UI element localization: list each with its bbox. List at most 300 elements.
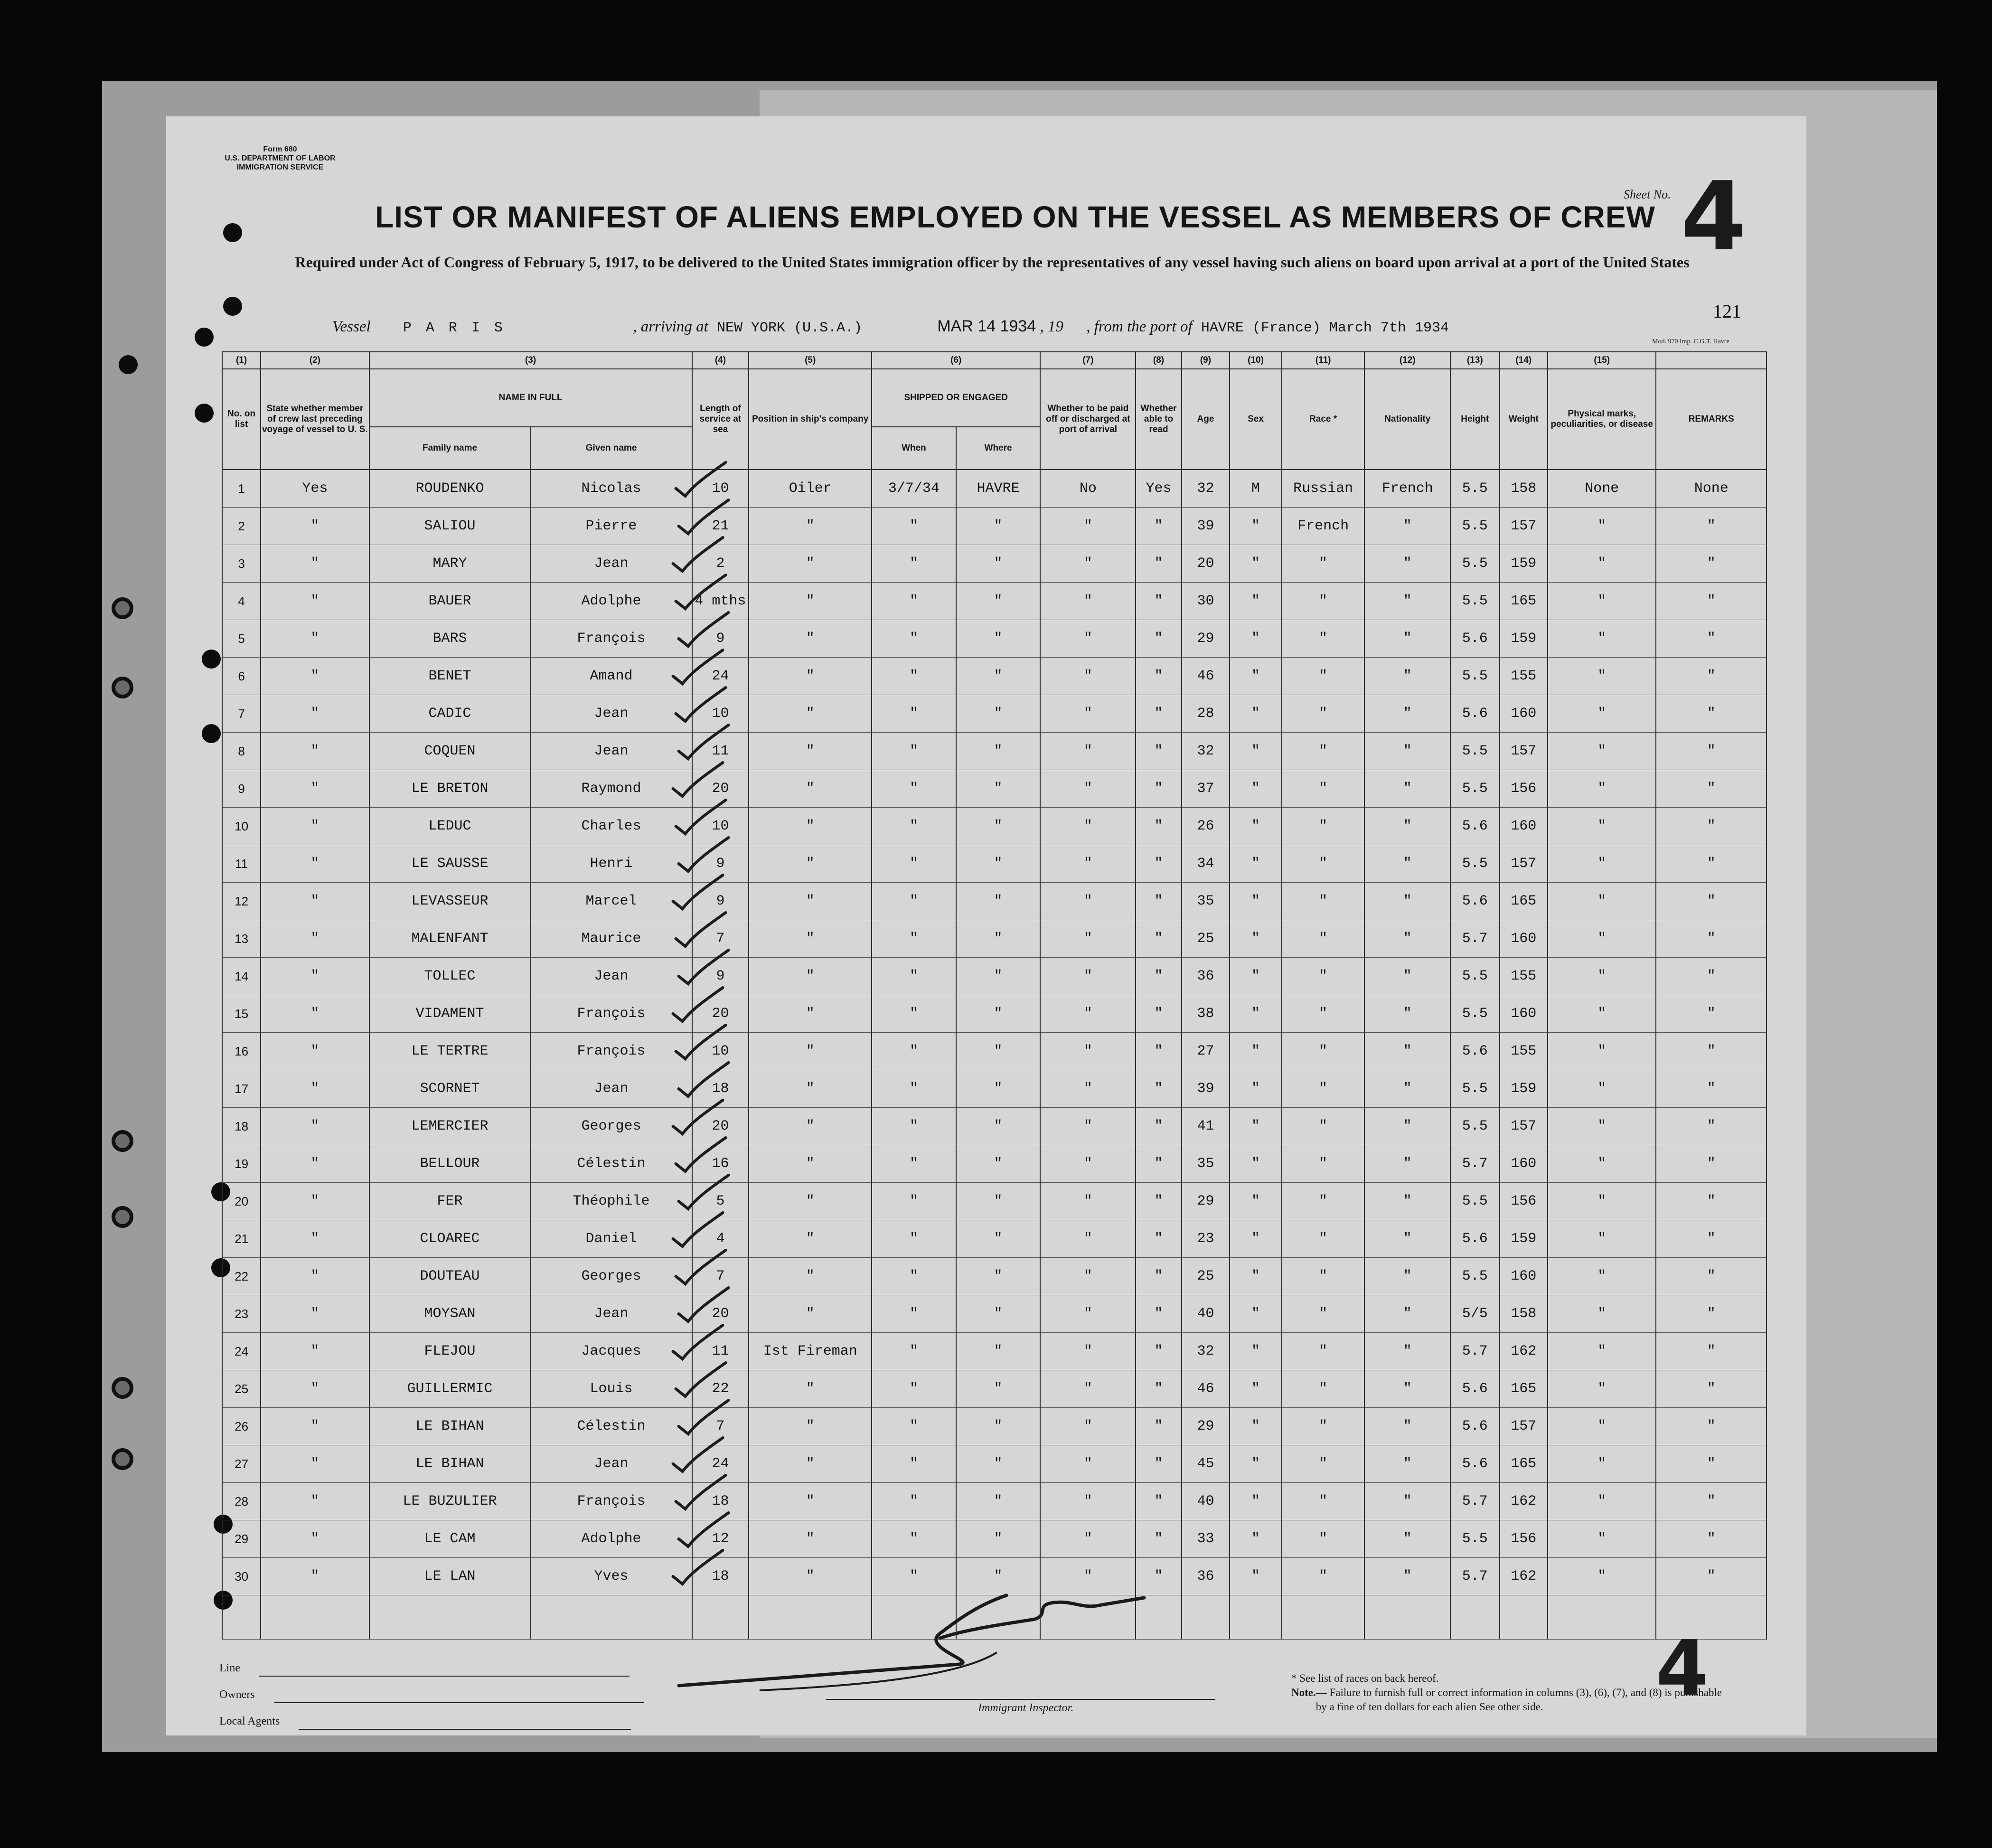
cell-remarks: " (1656, 808, 1766, 845)
cell-age: 40 (1182, 1295, 1230, 1333)
cell-paid-off: " (1040, 1070, 1136, 1108)
cell-paid-off: " (1040, 1483, 1136, 1520)
cell-weight: 155 (1500, 658, 1548, 695)
cell-marks: " (1548, 1033, 1656, 1070)
page-subtitle: Required under Act of Congress of February 5, 1917, to be delivered to the United States immigration officer by the representatives of any vessel having such aliens on board upon arrival at a port of the United States (295, 254, 1690, 271)
cell-race: " (1282, 733, 1365, 770)
check-mark (673, 875, 723, 909)
cell-prev-voyage: " (261, 958, 369, 995)
cell-prev-voyage: " (261, 770, 369, 808)
cell-given-name: Georges (531, 1108, 692, 1145)
cell-read: " (1136, 1408, 1181, 1445)
cell-given-name: Jean (531, 1295, 692, 1333)
cell-nationality: " (1364, 808, 1450, 845)
cell-nationality: " (1364, 1445, 1450, 1483)
col-num: (11) (1282, 352, 1365, 369)
cell-marks: " (1548, 1370, 1656, 1408)
cell-sex: " (1230, 545, 1282, 583)
cell-family-name: LE BIHAN (369, 1408, 531, 1445)
cell-family-name: SALIOU (369, 508, 531, 545)
col-num: (3) (369, 352, 692, 369)
cell-sex: " (1230, 583, 1282, 620)
cell-service: 9 (692, 883, 749, 920)
cell-no: 14 (222, 958, 261, 995)
cell-no: 5 (222, 620, 261, 658)
printer-note: Mod. 970 Imp. C.G.T. Havre (1652, 338, 1729, 345)
cell-nationality: " (1364, 770, 1450, 808)
cell-marks: " (1548, 995, 1656, 1033)
cell-position: " (749, 1445, 872, 1483)
cell-where: " (956, 658, 1041, 695)
cell-race: " (1282, 620, 1365, 658)
cell-prev-voyage: " (261, 733, 369, 770)
sheet-number: 4 (1681, 161, 1747, 272)
cell-when: " (872, 508, 956, 545)
cell-no: 2 (222, 508, 261, 545)
cell-given-name: Marcel (531, 883, 692, 920)
cell-age: 23 (1182, 1220, 1230, 1258)
cell-when: " (872, 995, 956, 1033)
page-title: LIST OR MANIFEST OF ALIENS EMPLOYED ON THE VESSEL AS MEMBERS OF CREW (375, 200, 1655, 234)
cell-given-name: Célestin (531, 1408, 692, 1445)
cell-read: Yes (1136, 470, 1181, 508)
cell-service: 10 (692, 808, 749, 845)
cell-where: " (956, 845, 1041, 883)
cell-nationality: " (1364, 733, 1450, 770)
cell-service: 11 (692, 1333, 749, 1370)
cell-read: " (1136, 1445, 1181, 1483)
cell-height: 5.5 (1450, 1070, 1500, 1108)
cell-age: 35 (1182, 1145, 1230, 1183)
cell-no: 6 (222, 658, 261, 695)
cell-paid-off: " (1040, 808, 1136, 845)
check-mark (679, 613, 729, 646)
cell-remarks: " (1656, 1558, 1766, 1595)
cell-paid-off: " (1040, 958, 1136, 995)
cell-sex: " (1230, 1183, 1282, 1220)
cell-position: " (749, 1408, 872, 1445)
cell-nationality: French (1364, 470, 1450, 508)
cell-where: " (956, 995, 1041, 1033)
cell-given-name: Georges (531, 1258, 692, 1295)
cell-paid-off: " (1040, 545, 1136, 583)
cell-when: " (872, 845, 956, 883)
cell-weight: 165 (1500, 1370, 1548, 1408)
cell-where: " (956, 1258, 1041, 1295)
line-field (259, 1675, 630, 1677)
cell-marks: " (1548, 620, 1656, 658)
cell-when: " (872, 1408, 956, 1445)
cell-race: " (1282, 845, 1365, 883)
cell-race: " (1282, 1483, 1365, 1520)
cell-age: 25 (1182, 920, 1230, 958)
cell-family-name: LE TERTRE (369, 1033, 531, 1070)
cell-race: " (1282, 883, 1365, 920)
owners-label: Owners (219, 1688, 255, 1701)
cell-no: 29 (222, 1520, 261, 1558)
cell-sex: " (1230, 508, 1282, 545)
footer-fields (219, 1655, 644, 1735)
cell-no: 30 (222, 1558, 261, 1595)
cell-prev-voyage: " (261, 1370, 369, 1408)
col-header-remarks: REMARKS (1656, 369, 1766, 470)
cell-nationality: " (1364, 1483, 1450, 1520)
cell-where: " (956, 1108, 1041, 1145)
cell-family-name: LE CAM (369, 1520, 531, 1558)
cell-sex: " (1230, 1333, 1282, 1370)
cell-read: " (1136, 1483, 1181, 1520)
cell-race: French (1282, 508, 1365, 545)
cell-sex: " (1230, 1520, 1282, 1558)
cell-remarks: " (1656, 958, 1766, 995)
cell-service: 20 (692, 770, 749, 808)
cell-paid-off: " (1040, 1558, 1136, 1595)
cell-age: 26 (1182, 808, 1230, 845)
from-port: HAVRE (France) March 7th 1934 (1201, 320, 1449, 336)
check-mark (673, 1100, 723, 1134)
cell-remarks: " (1656, 1370, 1766, 1408)
cell-position: " (749, 1070, 872, 1108)
cell-paid-off: " (1040, 508, 1136, 545)
cell-remarks: " (1656, 770, 1766, 808)
cell-sex: " (1230, 845, 1282, 883)
cell-race: " (1282, 995, 1365, 1033)
cell-height: 5.6 (1450, 1033, 1500, 1070)
col-header-where: Where (956, 427, 1041, 470)
cell-age: 41 (1182, 1108, 1230, 1145)
cell-height: 5.5 (1450, 658, 1500, 695)
cell-prev-voyage: Yes (261, 470, 369, 508)
cell-where: " (956, 695, 1041, 733)
cell-no: 1 (222, 470, 261, 508)
cell-weight: 160 (1500, 1145, 1548, 1183)
cell-marks: " (1548, 808, 1656, 845)
cell-family-name: GUILLERMIC (369, 1370, 531, 1408)
cell-weight: 156 (1500, 1183, 1548, 1220)
col-num: (6) (872, 352, 1040, 369)
cell-marks: " (1548, 1070, 1656, 1108)
cell-race: " (1282, 545, 1365, 583)
cell-position: " (749, 695, 872, 733)
cell-where: " (956, 1070, 1041, 1108)
cell-prev-voyage: " (261, 658, 369, 695)
cell-no: 4 (222, 583, 261, 620)
cell-given-name: Amand (531, 658, 692, 695)
cell-family-name: LE SAUSSE (369, 845, 531, 883)
cell-when: " (872, 695, 956, 733)
col-header-marks: Physical marks, peculiarities, or disease (1548, 369, 1656, 470)
cell-remarks: " (1656, 1108, 1766, 1145)
cell-marks: " (1548, 583, 1656, 620)
check-mark (679, 950, 729, 984)
cell-paid-off: " (1040, 845, 1136, 883)
check-mark (676, 575, 726, 609)
cell-when: " (872, 1220, 956, 1258)
col-header-family-name: Family name (369, 427, 531, 470)
cell-when: " (872, 920, 956, 958)
col-header-weight: Weight (1500, 369, 1548, 470)
cell-no: 16 (222, 1033, 261, 1070)
cell-height: 5.5 (1450, 1520, 1500, 1558)
cell-read: " (1136, 620, 1181, 658)
cell-where: " (956, 770, 1041, 808)
cell-remarks: " (1656, 1483, 1766, 1520)
cell-paid-off: " (1040, 1520, 1136, 1558)
cell-when: " (872, 1070, 956, 1108)
cell-where: " (956, 1558, 1041, 1595)
cell-age: 32 (1182, 470, 1230, 508)
col-header-prev-voyage: State whether member of crew last preceding voyage of vessel to U. S. (261, 369, 369, 470)
cell-where: " (956, 1445, 1041, 1483)
cell-age: 36 (1182, 958, 1230, 995)
cell-age: 25 (1182, 1258, 1230, 1295)
cell-sex: " (1230, 1445, 1282, 1483)
cell-age: 20 (1182, 545, 1230, 583)
cell-when: " (872, 1108, 956, 1145)
cell-when: " (872, 958, 956, 995)
cell-read: " (1136, 1295, 1181, 1333)
cell-read: " (1136, 808, 1181, 845)
cell-service: 20 (692, 1295, 749, 1333)
cell-age: 29 (1182, 1183, 1230, 1220)
cell-age: 39 (1182, 508, 1230, 545)
cell-when: " (872, 1520, 956, 1558)
cell-prev-voyage: " (261, 1108, 369, 1145)
cell-marks: " (1548, 1333, 1656, 1370)
col-header-when: When (872, 427, 956, 470)
cell-height: 5.6 (1450, 1220, 1500, 1258)
cell-age: 29 (1182, 1408, 1230, 1445)
cell-where: " (956, 1520, 1041, 1558)
cell-sex: " (1230, 733, 1282, 770)
check-mark (673, 1438, 723, 1471)
cell-remarks: " (1656, 995, 1766, 1033)
cell-when: " (872, 1445, 956, 1483)
cell-height: 5.7 (1450, 1333, 1500, 1370)
cell-remarks: " (1656, 1033, 1766, 1070)
cell-height: 5.6 (1450, 1445, 1500, 1483)
date-stamp: MAR 14 1934 (937, 317, 1036, 335)
bottom-sheet-number: 4 (1656, 1624, 1709, 1713)
cell-paid-off: " (1040, 1145, 1136, 1183)
cell-read: " (1136, 1145, 1181, 1183)
cell-no: 23 (222, 1295, 261, 1333)
cell-marks: " (1548, 508, 1656, 545)
cell-race: " (1282, 770, 1365, 808)
cell-service: 18 (692, 1070, 749, 1108)
cell-when: " (872, 620, 956, 658)
cell-where: " (956, 920, 1041, 958)
arriving-label: , arriving at (633, 318, 708, 335)
cell-given-name: Nicolas (531, 470, 692, 508)
cell-no: 3 (222, 545, 261, 583)
cell-when: " (872, 658, 956, 695)
cell-position: " (749, 770, 872, 808)
col-num: (15) (1548, 352, 1656, 369)
cell-race: Russian (1282, 470, 1365, 508)
check-mark (673, 763, 723, 796)
cell-position: " (749, 1108, 872, 1145)
check-mark (676, 1138, 726, 1171)
races-note: * See list of races on back hereof. (1291, 1672, 1439, 1684)
cell-weight: 158 (1500, 1295, 1548, 1333)
cell-position: " (749, 808, 872, 845)
cell-sex: " (1230, 1408, 1282, 1445)
cell-no: 8 (222, 733, 261, 770)
cell-age: 39 (1182, 1070, 1230, 1108)
cell-position: " (749, 1220, 872, 1258)
cell-service: 10 (692, 1033, 749, 1070)
vessel-name: P A R I S (403, 320, 506, 336)
cell-service: 12 (692, 1520, 749, 1558)
cell-service: 4 mths (692, 583, 749, 620)
cell-given-name: Jean (531, 695, 692, 733)
cell-position: Ist Fireman (749, 1333, 872, 1370)
cell-read: " (1136, 995, 1181, 1033)
cell-family-name: BENET (369, 658, 531, 695)
cell-no: 27 (222, 1445, 261, 1483)
cell-position: " (749, 733, 872, 770)
col-num: (5) (749, 352, 872, 369)
cell-nationality: " (1364, 1183, 1450, 1220)
cell-sex: " (1230, 658, 1282, 695)
cell-marks: " (1548, 1183, 1656, 1220)
cell-given-name: Jean (531, 545, 692, 583)
cell-sex: " (1230, 958, 1282, 995)
cell-marks: " (1548, 1520, 1656, 1558)
cell-family-name: TOLLEC (369, 958, 531, 995)
cell-height: 5.6 (1450, 695, 1500, 733)
cell-position: " (749, 995, 872, 1033)
cell-remarks: " (1656, 845, 1766, 883)
cell-remarks: " (1656, 658, 1766, 695)
cell-no: 26 (222, 1408, 261, 1445)
cell-age: 38 (1182, 995, 1230, 1033)
cell-height: 5.6 (1450, 808, 1500, 845)
cell-given-name: François (531, 1483, 692, 1520)
cell-given-name: Théophile (531, 1183, 692, 1220)
cell-height: 5.5 (1450, 1108, 1500, 1145)
cell-position: " (749, 508, 872, 545)
cell-race: " (1282, 1145, 1365, 1183)
cell-age: 32 (1182, 1333, 1230, 1370)
cell-prev-voyage: " (261, 1220, 369, 1258)
cell-weight: 160 (1500, 695, 1548, 733)
cell-height: 5.7 (1450, 1558, 1500, 1595)
cell-read: " (1136, 583, 1181, 620)
inspector-label: Immigrant Inspector. (978, 1702, 1074, 1714)
cell-given-name: Louis (531, 1370, 692, 1408)
cell-weight: 157 (1500, 733, 1548, 770)
cell-marks: " (1548, 658, 1656, 695)
col-num: (1) (222, 352, 261, 369)
cell-service: 24 (692, 658, 749, 695)
cell-sex: " (1230, 995, 1282, 1033)
cell-sex: " (1230, 1033, 1282, 1070)
cell-age: 37 (1182, 770, 1230, 808)
cell-remarks: " (1656, 1520, 1766, 1558)
cell-sex: " (1230, 1558, 1282, 1595)
cell-prev-voyage: " (261, 1033, 369, 1070)
cell-weight: 160 (1500, 920, 1548, 958)
cell-no: 21 (222, 1220, 261, 1258)
cell-where: " (956, 1033, 1041, 1070)
cell-age: 45 (1182, 1445, 1230, 1483)
cell-paid-off: " (1040, 695, 1136, 733)
cell-read: " (1136, 1520, 1181, 1558)
cell-paid-off: " (1040, 733, 1136, 770)
cell-marks: " (1548, 1108, 1656, 1145)
cell-height: 5.7 (1450, 920, 1500, 958)
cell-where: " (956, 733, 1041, 770)
cell-marks: " (1548, 1145, 1656, 1183)
cell-family-name: LEMERCIER (369, 1108, 531, 1145)
cell-family-name: LE BRETON (369, 770, 531, 808)
cell-no: 18 (222, 1108, 261, 1145)
col-header-position: Position in ship's company (749, 369, 872, 470)
cell-paid-off: " (1040, 1333, 1136, 1370)
cell-sex: " (1230, 1483, 1282, 1520)
cell-weight: 165 (1500, 1445, 1548, 1483)
cell-read: " (1136, 1333, 1181, 1370)
cell-given-name: Jean (531, 733, 692, 770)
cell-nationality: " (1364, 695, 1450, 733)
cell-where: " (956, 1333, 1041, 1370)
check-mark (679, 500, 729, 534)
cell-prev-voyage: " (261, 808, 369, 845)
cell-marks: None (1548, 470, 1656, 508)
cell-sex: " (1230, 1070, 1282, 1108)
cell-weight: 157 (1500, 845, 1548, 883)
cell-age: 34 (1182, 845, 1230, 883)
cell-marks: " (1548, 883, 1656, 920)
cell-when: " (872, 545, 956, 583)
from-label: , from the port of (1086, 318, 1193, 335)
cell-service: 5 (692, 1183, 749, 1220)
cell-no: 15 (222, 995, 261, 1033)
col-num: (2) (261, 352, 369, 369)
cell-paid-off: " (1040, 1108, 1136, 1145)
cell-race: " (1282, 808, 1365, 845)
cell-service: 9 (692, 845, 749, 883)
cell-when: " (872, 583, 956, 620)
cell-where: " (956, 508, 1041, 545)
cell-marks: " (1548, 845, 1656, 883)
cell-sex: " (1230, 920, 1282, 958)
cell-remarks: " (1656, 620, 1766, 658)
cell-read: " (1136, 1070, 1181, 1108)
cell-position: " (749, 620, 872, 658)
cell-race: " (1282, 1558, 1365, 1595)
cell-nationality: " (1364, 583, 1450, 620)
cell-when: " (872, 1145, 956, 1183)
col-header-sex: Sex (1230, 369, 1282, 470)
cell-service: 21 (692, 508, 749, 545)
cell-paid-off: No (1040, 470, 1136, 508)
cell-weight: 157 (1500, 1108, 1548, 1145)
cell-read: " (1136, 1558, 1181, 1595)
cell-service: 20 (692, 995, 749, 1033)
cell-family-name: MALENFANT (369, 920, 531, 958)
cell-prev-voyage: " (261, 695, 369, 733)
cell-prev-voyage: " (261, 1408, 369, 1445)
cell-paid-off: " (1040, 1258, 1136, 1295)
cell-sex: " (1230, 620, 1282, 658)
cell-given-name: Pierre (531, 508, 692, 545)
cell-prev-voyage: " (261, 1070, 369, 1108)
check-mark (679, 838, 729, 871)
cell-where: " (956, 1408, 1041, 1445)
